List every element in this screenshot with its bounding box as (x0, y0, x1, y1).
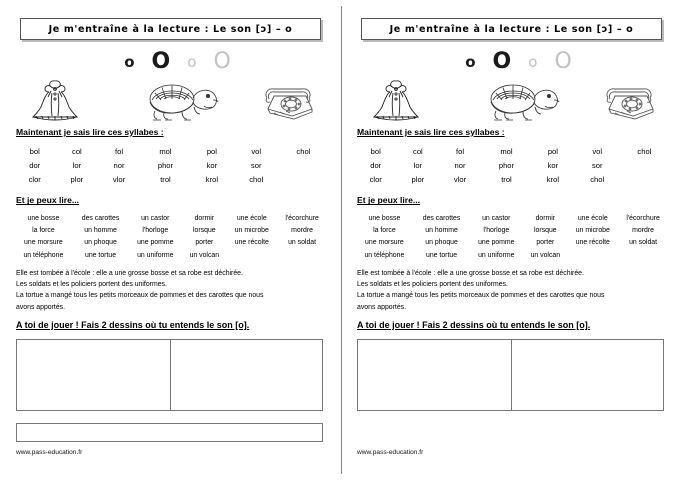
word-cell: un homme (425, 227, 458, 235)
word-cell: l'horloge (483, 227, 510, 235)
illustrations-row (355, 76, 668, 122)
syllable-cell: fol (115, 147, 124, 157)
sentence-line: avons apportés. (16, 303, 66, 311)
sentences-block (355, 268, 668, 313)
syllable-cell: mol (500, 147, 513, 157)
word-cell: la force (373, 227, 396, 235)
syllable-cell-empty (280, 173, 327, 187)
word-cell: une bosse (368, 214, 401, 222)
word-cell: un soldat (288, 239, 317, 247)
syllable-cell-empty (280, 159, 327, 173)
word-cell-empty (567, 249, 618, 261)
syllable-cell: fol (456, 147, 465, 157)
word-cell: une pomme (137, 239, 174, 247)
syllable-cell: pol (206, 147, 217, 157)
word-cell: une bosse (27, 214, 60, 222)
word-cell: un microbe (234, 227, 269, 235)
sentence-line: La tortue a mangé tous les petits morceaux de pommes et des carottes que nous (16, 292, 264, 300)
title-banner (20, 18, 321, 40)
model-letter-lowercase-ghost: o (528, 52, 538, 71)
syllable-cell: chol (590, 174, 605, 184)
word-cell: une récolte (575, 239, 610, 247)
word-cell: un microbe (575, 227, 610, 235)
table-row (355, 159, 668, 173)
syllable-cell: kor (547, 161, 559, 171)
table-row (355, 212, 668, 224)
table-row (14, 237, 327, 249)
drawing-area (357, 339, 664, 411)
table-row (355, 225, 668, 237)
model-letters-row (355, 49, 668, 75)
syllable-cell-empty (621, 173, 668, 187)
word-cell: un uniforme (137, 251, 174, 259)
syllable-cell: vol (592, 147, 603, 157)
footer-url: www.pass-education.fr (357, 448, 424, 456)
syllable-cell: chol (296, 147, 311, 157)
table-row (14, 225, 327, 237)
telephone-illustration (595, 82, 661, 127)
syllable-cell: lor (413, 161, 423, 171)
syllable-cell: vlor (453, 174, 467, 184)
syllables-table (14, 145, 327, 186)
word-cell: dormir (535, 214, 556, 222)
word-cell: un volcan (189, 251, 220, 259)
dress-illustration (24, 76, 86, 127)
word-cell-empty (277, 249, 327, 261)
word-cell: un phoque (84, 239, 117, 247)
word-cell: une pomme (478, 239, 515, 247)
word-cell: un volcan (530, 251, 561, 259)
model-letter-lowercase-solid: o (465, 52, 476, 71)
syllables-table (355, 145, 668, 186)
sentence-line: Elle est tombée à l'école : elle a une grosse bosse et sa robe est déchirée. (357, 270, 584, 278)
syllable-cell: chol (637, 147, 652, 157)
syllable-cell: nor (454, 161, 466, 171)
syllable-cell: nor (113, 161, 125, 171)
word-cell: mordre (291, 227, 313, 235)
table-row (14, 212, 327, 224)
word-cell: une tortue (426, 251, 458, 259)
syllable-cell: col (413, 147, 423, 157)
syllable-cell: trol (160, 174, 171, 184)
word-cell: lorsque (534, 227, 557, 235)
word-cell: mordre (632, 227, 654, 235)
syllable-cell: bol (29, 147, 40, 157)
reading-heading: Et je peux lire... (16, 195, 80, 206)
syllable-cell: clor (369, 174, 382, 184)
word-cell: l'écorchure (285, 214, 319, 222)
table-row (355, 145, 668, 159)
syllable-cell: pol (547, 147, 558, 157)
syllable-cell: phor (498, 161, 515, 171)
syllable-cell: dor (370, 161, 382, 171)
syllable-cell: dor (29, 161, 41, 171)
sentence-line: avons apportés. (357, 303, 407, 311)
turtle-illustration (483, 78, 563, 127)
syllable-cell: lor (72, 161, 82, 171)
word-cell: l'écorchure (626, 214, 660, 222)
turtle-illustration (142, 78, 222, 127)
word-cell: une école (577, 214, 608, 222)
drawing-cell-2[interactable] (170, 340, 323, 410)
page-title: Je m'entraîne à la lecture : Le son [ɔ] – o (389, 23, 634, 35)
word-cell: lorsque (193, 227, 216, 235)
syllable-cell: phor (157, 161, 174, 171)
syllable-cell-empty (621, 159, 668, 173)
word-cell-empty (226, 249, 277, 261)
task-heading: A toi de jouer ! Fais 2 dessins où tu entends le son [o]. (357, 319, 591, 330)
syllables-heading: Maintenant je sais lire ces syllabes : (16, 127, 164, 137)
word-cell: l'horloge (142, 227, 169, 235)
words-table (14, 212, 327, 261)
syllable-cell: krol (546, 174, 560, 184)
word-cell: un homme (84, 227, 117, 235)
model-letter-uppercase-ghost: O (213, 49, 231, 74)
syllable-cell: trol (501, 174, 512, 184)
word-cell: un uniforme (478, 251, 515, 259)
word-cell: des carottes (81, 214, 120, 222)
word-cell: dormir (194, 214, 215, 222)
sentence-line: Elle est tombée à l'école : elle a une grosse bosse et sa robe est déchirée. (16, 270, 243, 278)
syllable-cell: krol (205, 174, 219, 184)
word-cell: une récolte (234, 239, 269, 247)
word-cell: porter (195, 239, 214, 247)
model-letter-lowercase-solid: o (124, 52, 135, 71)
worksheet-panel-right (341, 0, 680, 480)
syllable-cell: bol (370, 147, 381, 157)
words-table (355, 212, 668, 261)
syllable-cell: mol (159, 147, 172, 157)
word-cell: une école (236, 214, 267, 222)
model-letters-row (14, 49, 327, 75)
sentences-block (14, 268, 327, 313)
syllable-cell: sor (250, 161, 262, 171)
illustrations-row (14, 76, 327, 122)
word-cell: un soldat (629, 239, 658, 247)
footer-url: www.pass-education.fr (16, 448, 83, 456)
syllable-cell: plor (70, 174, 84, 184)
word-cell: une morsure (24, 239, 63, 247)
word-cell: des carottes (422, 214, 461, 222)
title-banner (361, 18, 662, 40)
word-cell: un téléphone (364, 251, 405, 259)
table-row (14, 159, 327, 173)
syllable-cell: clor (28, 174, 41, 184)
syllable-cell: kor (206, 161, 218, 171)
syllables-heading: Maintenant je sais lire ces syllabes : (357, 127, 505, 137)
sentence-line: Les soldats et les policiers portent des uniformes. (357, 281, 508, 289)
telephone-illustration (254, 82, 320, 127)
table-row (355, 237, 668, 249)
syllable-cell: plor (411, 174, 425, 184)
syllable-cell: col (72, 147, 82, 157)
answer-strip-box[interactable] (16, 423, 323, 442)
syllable-cell: vol (251, 147, 262, 157)
table-row (355, 249, 668, 261)
model-letter-lowercase-ghost: o (187, 52, 197, 71)
drawing-cell-2[interactable] (511, 340, 664, 410)
word-cell: un castor (141, 214, 170, 222)
word-cell: un phoque (425, 239, 458, 247)
syllable-cell: vlor (112, 174, 126, 184)
syllable-cell: chol (249, 174, 264, 184)
table-row (14, 145, 327, 159)
table-row (355, 173, 668, 187)
word-cell: la force (32, 227, 55, 235)
drawing-cell-1[interactable] (358, 340, 511, 410)
dress-illustration (365, 76, 427, 127)
page-title: Je m'entraîne à la lecture : Le son [ɔ] – o (48, 23, 293, 35)
word-cell: un téléphone (23, 251, 64, 259)
table-row (14, 173, 327, 187)
syllable-cell: sor (591, 161, 603, 171)
drawing-cell-1[interactable] (17, 340, 170, 410)
word-cell-empty (618, 249, 668, 261)
word-cell: une morsure (365, 239, 404, 247)
word-cell: un castor (482, 214, 511, 222)
model-letter-uppercase-solid: O (492, 49, 512, 74)
drawing-area (16, 339, 323, 411)
model-letter-uppercase-ghost: O (554, 49, 572, 74)
model-letter-uppercase-solid: O (151, 49, 171, 74)
reading-heading: Et je peux lire... (357, 195, 421, 206)
word-cell: porter (536, 239, 555, 247)
sentence-line: La tortue a mangé tous les petits morceaux de pommes et des carottes que nous (357, 292, 605, 300)
word-cell: une tortue (85, 251, 117, 259)
table-row (14, 249, 327, 261)
task-heading: A toi de jouer ! Fais 2 dessins où tu entends le son [o]. (16, 319, 250, 330)
sentence-line: Les soldats et les policiers portent des uniformes. (16, 281, 167, 289)
